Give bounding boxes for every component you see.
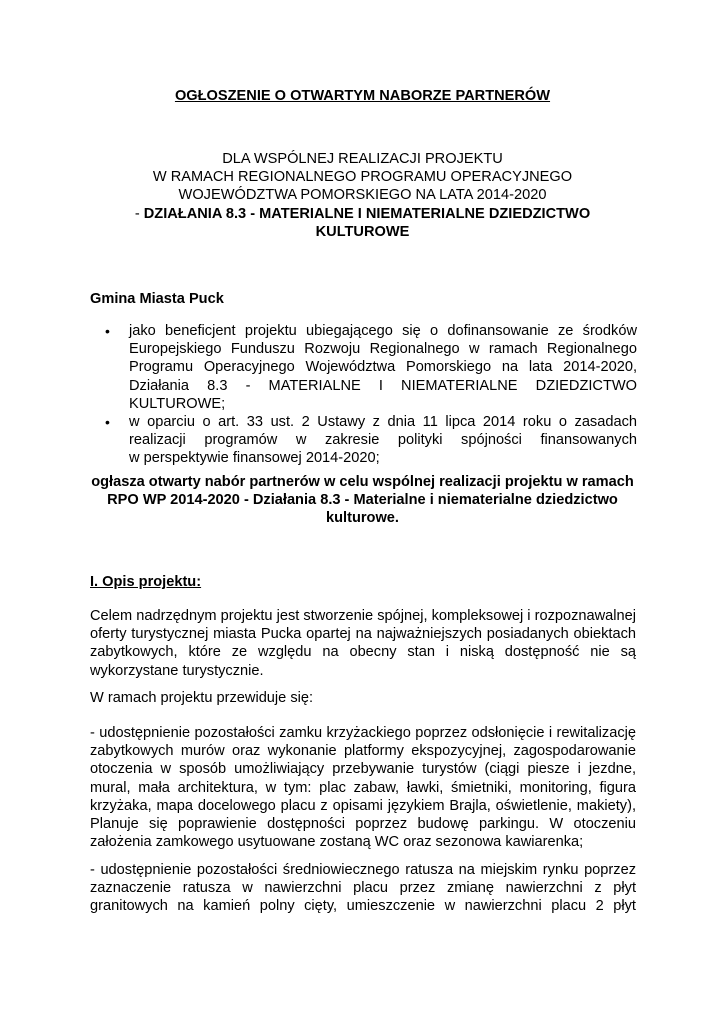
castle-line-2: zabytkowych murów oraz wykonanie platformy ekspozycyjnej, zagospodarowanie — [90, 743, 636, 760]
subtitle-line-2: W RAMACH REGIONALNEGO PROGRAMU OPERACYJNEGO — [152, 169, 573, 186]
goal-line-1: Celem nadrzędnym projektu jest stworzenie spójnej, kompleksowej i rozpoznawalnej — [90, 608, 636, 624]
bullet-2-line-2: realizacji programów w zakresie polityki spójności finansowanych — [129, 432, 637, 449]
announcement-line-1: ogłasza otwarty nabór partnerów w celu wspólnej realizacji projektu w ramach — [91, 474, 634, 490]
town-hall-item-paragraph — [90, 861, 636, 916]
castle-line-4: mural, mała architektura, w tym: plac zabaw, ławki, śmietniki, monitoring, figura — [90, 779, 636, 796]
town-hall-line-2: zaznaczenie ratusza w nawierzchni placu przez zmianę nawierzchni z płyt — [90, 880, 636, 897]
organization-name-text: Gmina Miasta Puck — [90, 291, 224, 307]
bullet-item-2 — [105, 413, 637, 468]
goal-line-3: zabytkowych, które ze względu na obecny stan i niską dostępność nie są — [90, 644, 636, 661]
castle-line-6: Planuje się poprawienie dostępności poprzez budowę parkingu. W otoczeniu — [90, 816, 636, 833]
castle-line-7: założenia zamkowego usytuowane zostaną WC oraz sezonowa kawiarenka; — [90, 834, 584, 851]
organization-name — [90, 290, 224, 308]
bullet-1-line-1: jako beneficjent projektu ubiegającego się o dofinansowanie ze środków — [129, 323, 637, 339]
page-title — [0, 87, 725, 105]
bullet-2-line-3: w perspektywie finansowej 2014-2020; — [129, 450, 380, 467]
subtitle-line-4 — [0, 205, 725, 223]
announcement-line-3: kulturowe. — [326, 510, 399, 527]
subtitle-line-1: DLA WSPÓLNEJ REALIZACJI PROJEKTU — [222, 151, 503, 167]
subtitle-line-5: KULTUROWE — [315, 223, 410, 240]
beneficiary-bullet-list — [105, 322, 637, 468]
castle-line-3: otoczenia w sposób umożliwiający przebywanie turystów (ciągi piesze i jezdne, — [90, 761, 636, 778]
section-heading-text: I. Opis projektu: — [90, 574, 202, 590]
castle-line-5: krzyżaka, mapa docelowego placu z opisami językiem Brajla, oświetlenie, makiety), — [90, 797, 636, 814]
announcement — [0, 473, 725, 528]
bullet-2-line-1: w oparciu o art. 33 ust. 2 Ustawy z dnia 11 lipca 2014 roku o zasadach — [129, 414, 637, 431]
subtitle-prefix: - — [134, 205, 144, 222]
subtitle-action-name: DZIAŁANIA 8.3 - MATERIALNE I NIEMATERIALNE DZIEDZICTWO — [143, 205, 591, 222]
castle-item-paragraph — [90, 724, 636, 851]
bullet-icon: • — [105, 414, 110, 431]
project-goal-paragraph — [90, 607, 636, 680]
subtitle-line-3: WOJEWÓDZTWA POMORSKIEGO NA LATA 2014-2020 — [178, 187, 547, 204]
announcement-line-2: RPO WP 2014-2020 - Działania 8.3 - Materialne i niematerialne dziedzictwo — [107, 492, 618, 509]
scope-intro — [90, 689, 313, 707]
bullet-1-line-5: KULTUROWE; — [129, 395, 226, 412]
section-heading — [90, 573, 201, 591]
town-hall-line-1: - udostępnienie pozostałości średniowiecznego ratusza na miejskim rynku poprzez — [90, 862, 636, 878]
goal-line-2: oferty turystycznej miasta Pucka opartej na najważniejszych posiadanych obiektach — [90, 626, 636, 643]
bullet-icon: • — [105, 323, 110, 339]
castle-line-1: - udostępnienie pozostałości zamku krzyżackiego poprzez odsłonięcie i rewitalizację — [90, 725, 636, 741]
bullet-1-line-2: Europejskiego Funduszu Rozwoju Regionalnego w ramach Regionalnego — [129, 341, 637, 358]
project-subtitle — [0, 150, 725, 241]
scope-intro-text: W ramach projektu przewiduje się: — [90, 690, 314, 706]
bullet-item-1 — [105, 322, 637, 413]
goal-line-4: wykorzystane turystycznie. — [90, 662, 264, 679]
page-title-text: OGŁOSZENIE O OTWARTYM NABORZE PARTNERÓW — [174, 88, 551, 104]
bullet-1-line-4: Działania 8.3 - MATERIALNE I NIEMATERIALNE DZIEDZICTWO — [129, 377, 637, 394]
town-hall-line-3: granitowych na kamień polny cięty, umieszczenie w nawierzchni placu 2 płyt — [90, 898, 636, 915]
bullet-1-line-3: Programu Operacyjnego Województwa Pomorskiego na lata 2014-2020, — [129, 359, 637, 376]
